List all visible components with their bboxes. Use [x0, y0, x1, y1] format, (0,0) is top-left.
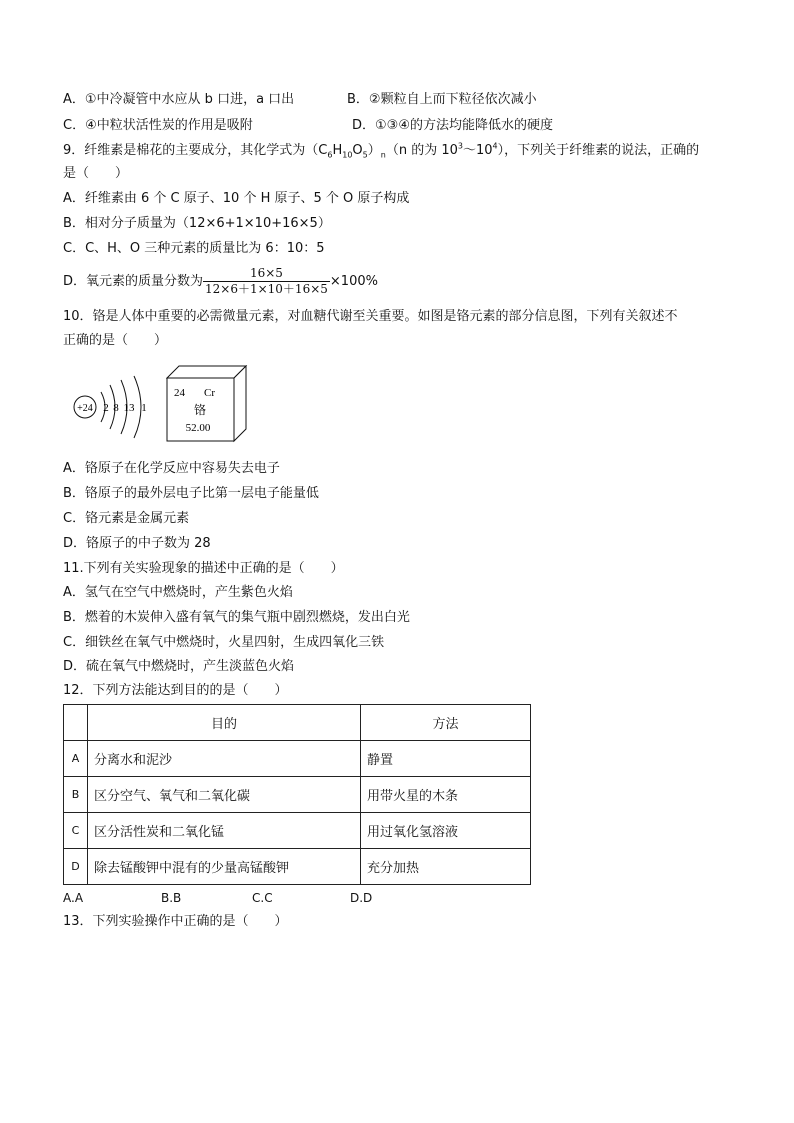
q10-stem: 10．铬是人体中重要的必需微量元素，对血糖代谢至关重要。如图是铬元素的部分信息图，下列有关叙述不: [63, 309, 678, 324]
q11-option-a: A．氢气在空气中燃烧时，产生紫色火焰: [63, 585, 293, 600]
q9-stem: 9．纤维素是棉花的主要成分，其化学式为$(C_6H_{10}O_5)_n(n$ 的为 $10^3\sim 10^4$），下列关于纤维素的说法，正确的: [63, 141, 700, 160]
row-method: 用带火星的木条: [361, 777, 531, 813]
q12-option-c: C.C: [252, 891, 273, 905]
shell-count-1: 2: [103, 402, 109, 414]
q9-option-d: D．氧元素的质量分数为 $\frac{16\times 5}{12\times 6+1\times 10+16\times 5}$ ×100%: [63, 266, 378, 296]
q11-option-c: C．细铁丝在氧气中燃烧时，火星四射，生成四氧化三铁: [63, 635, 385, 650]
q12-table: [63, 704, 531, 885]
q9-option-c: C．C、H、O 三种元素的质量比为 6：10：5: [63, 241, 325, 256]
table-row: [64, 741, 531, 777]
q9-option-a: A．纤维素由 6 个 C 原子、10 个 H 原子、5 个 O 原子构成: [63, 191, 410, 206]
q11-stem: 11.下列有关实验现象的描述中正确的是（ ）: [63, 561, 344, 576]
q12-option-a: A.A: [63, 891, 84, 905]
row-purpose: 区分活性炭和二氧化锰: [88, 813, 361, 849]
element-name: 铬: [193, 403, 207, 417]
table-header-row: [64, 705, 531, 741]
q10-option-d: D．铬原子的中子数为 28: [63, 536, 211, 551]
shell-arc-4: [134, 376, 141, 438]
row-method: 充分加热: [361, 849, 531, 885]
q12-option-b: B.B: [161, 891, 182, 905]
row-purpose: 除去锰酸钾中混有的少量高锰酸钾: [88, 849, 361, 885]
table-row: [64, 813, 531, 849]
q8-option-d: D．①③④的方法均能降低水的硬度: [352, 118, 553, 133]
q11-option-d: D．硫在氧气中燃烧时，产生淡蓝色火焰: [63, 659, 295, 674]
row-purpose: 区分空气、氧气和二氧化碳: [88, 777, 361, 813]
element-symbol: Cr: [204, 387, 215, 399]
element-cell-cube: [166, 365, 248, 443]
atom-structure-diagram: [72, 370, 157, 445]
q9-option-b: B．相对分子质量为（12×6+1×10+16×5）: [63, 216, 331, 231]
q8-option-b: B．②颗粒自上而下粒径依次减小: [347, 92, 537, 107]
shell-count-3: 13: [123, 402, 135, 414]
cube-side-face: [234, 366, 246, 441]
row-key: D: [64, 849, 88, 885]
q10-stem-line2: 正确的是（ ）: [63, 333, 168, 348]
q10-option-b: B．铬原子的最外层电子比第一层电子能量低: [63, 486, 319, 501]
q9-stem-line2: 是（ ）: [63, 166, 129, 181]
nucleus-charge: +24: [77, 403, 93, 414]
shell-count-2: 8: [113, 402, 119, 414]
row-purpose: 分离水和泥沙: [88, 741, 361, 777]
row-key: C: [64, 813, 88, 849]
row-method: 用过氧化氢溶液: [361, 813, 531, 849]
q12-stem: 12．下列方法能达到目的的是（ ）: [63, 683, 288, 698]
q11-option-b: B．燃着的木炭伸入盛有氧气的集气瓶中剧烈燃烧，发出白光: [63, 610, 410, 625]
element-mass: 52.00: [185, 422, 211, 434]
q10-option-c: C．铬元素是金属元素: [63, 511, 190, 526]
row-key: B: [64, 777, 88, 813]
row-method: 静置: [361, 741, 531, 777]
table-header-purpose: 目的: [88, 705, 361, 741]
table-row: [64, 849, 531, 885]
q12-option-d: D.D: [350, 891, 373, 905]
table-header-method: 方法: [361, 705, 531, 741]
cube-top-face: [167, 366, 246, 378]
q8-option-a: A．①中冷凝管中水应从 b 口进，a 口出: [63, 92, 295, 107]
q10-option-a: A．铬原子在化学反应中容易失去电子: [63, 461, 280, 476]
table-row: [64, 777, 531, 813]
mass-fraction: $\frac{16\times 5}{12\times 6+1\times 10+16\times 5}$: [205, 266, 328, 296]
table-header-blank: [64, 705, 88, 741]
row-key: A: [64, 741, 88, 777]
q8-option-c: C．④中粒状活性炭的作用是吸附: [63, 118, 253, 133]
q13-stem: 13．下列实验操作中正确的是（ ）: [63, 914, 288, 929]
shell-count-4: 1: [141, 402, 147, 414]
element-number: 24: [174, 387, 185, 399]
